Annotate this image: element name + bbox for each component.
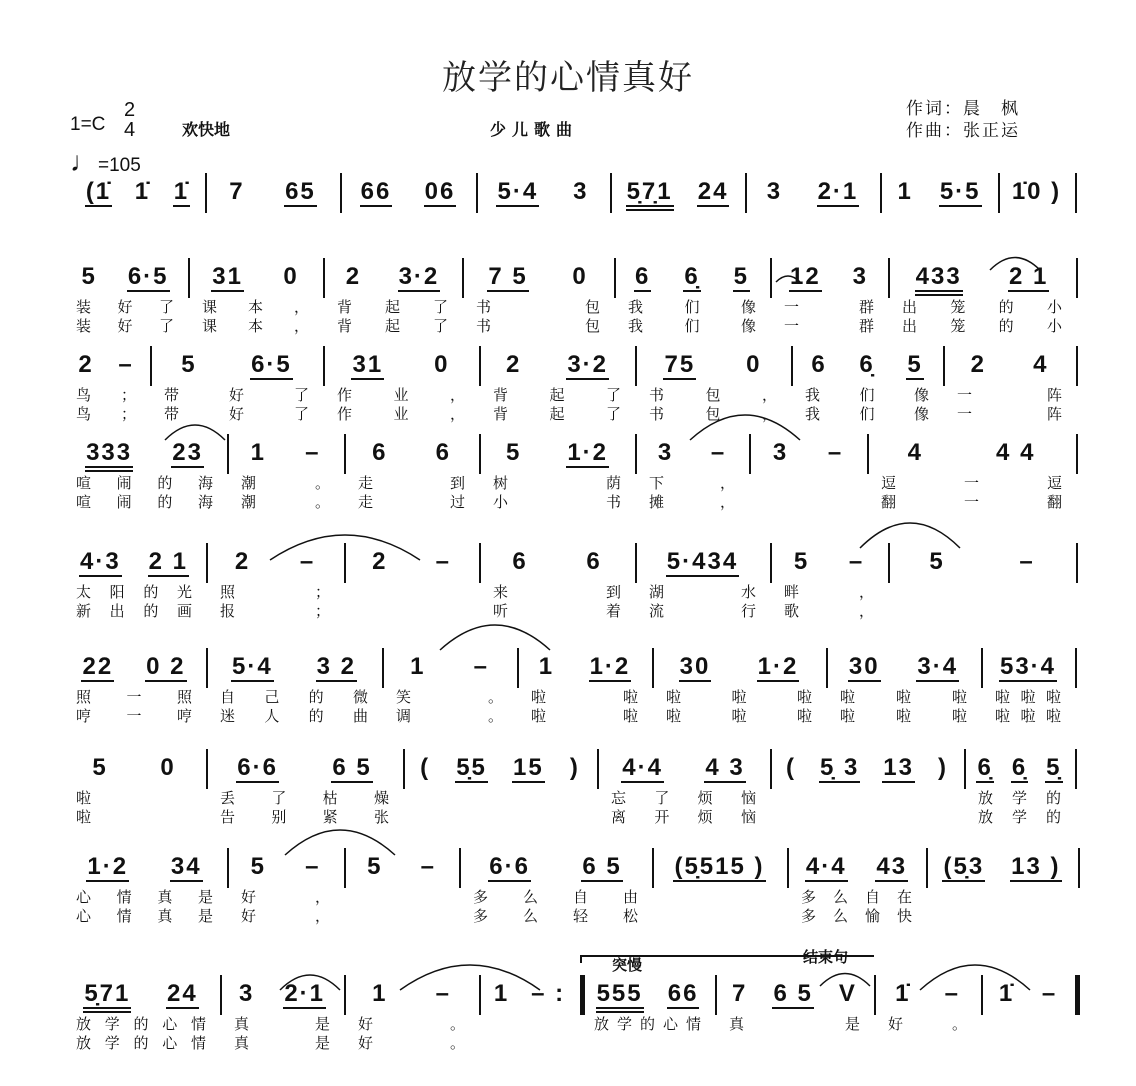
note-group: 1·2 [87, 853, 129, 880]
note-group: 6 [512, 548, 528, 575]
note-group: 6·5 [127, 263, 169, 290]
note-group: 5 [250, 853, 266, 880]
note-group: 5 [733, 263, 749, 290]
lyric-verse-1: 一群 [784, 298, 874, 316]
note-group: 23 [172, 439, 203, 466]
lyric-verse-1: 忘了烦恼 [611, 789, 756, 807]
annotation-slow: 突慢 [612, 956, 643, 974]
lyric-verse-2: 歌， [784, 602, 874, 620]
note-group: – [118, 351, 134, 378]
note-group: 2 [234, 548, 251, 575]
note-group: 6̣ [977, 754, 993, 781]
lyric-verse-1: 一阵 [957, 386, 1062, 404]
note-group: 1·2 [757, 653, 799, 680]
lyric-verse-1: 太阳的光 [76, 583, 192, 601]
note-group: 4 4 [996, 439, 1036, 466]
lyric-verse-2: 啦啦啦 [840, 707, 967, 725]
note-group: 1 [372, 980, 388, 1007]
slur [270, 535, 420, 560]
note-group: 1·2 [589, 653, 631, 680]
lyric-verse-1: 多么自在 [801, 888, 912, 906]
note-group: 0 [283, 263, 299, 290]
note-group: 1·2 [567, 439, 608, 466]
lyric-verse-1: 鸟； [76, 386, 136, 404]
note-group: 1̇ [134, 178, 151, 205]
lyric-verse-2: 听着 [493, 602, 621, 620]
note-group: 4·3 [79, 548, 121, 575]
note-group: – [710, 439, 727, 466]
note-group: 1 [493, 980, 510, 1007]
lyric-verse-1: 来到 [493, 583, 621, 601]
lyric-verse-1: 自己的微 [220, 688, 368, 706]
lyric-verse-2: 背起了 [493, 405, 621, 423]
note-group: – [435, 548, 451, 575]
lyric-verse-1: 我们像 [805, 386, 929, 404]
note-group: 3 [772, 439, 789, 466]
note-group: 5̣5 [456, 754, 487, 781]
note-group: – : [531, 980, 566, 1007]
note-group: 5̣7̣1 [626, 179, 674, 211]
lyric-verse-1: 放学的心情 [594, 1015, 701, 1033]
note-group: 6 [634, 263, 651, 290]
lyric-verse-1: 心情真是 [76, 888, 213, 906]
lyric-verse-2: 我们像 [805, 405, 929, 423]
lyric-verse-2: 喧闹的海 [76, 493, 213, 511]
lyric-verse-1: 放学的心情 [76, 1015, 206, 1033]
note-group: 75 [664, 351, 696, 378]
lyric-verse-1: 下， [649, 474, 735, 492]
lyric-verse-1: 书包， [649, 386, 777, 404]
lyric-verse-1: 啦 [76, 789, 92, 807]
tempo-value: =105 [98, 155, 141, 176]
note-group: 555 [596, 981, 644, 1013]
note-group: 66 [360, 178, 392, 205]
lyric-verse-2: 啦啦 [531, 707, 638, 725]
note-group: 15 [513, 754, 544, 781]
lyric-verse-1: 丢了枯燥 [220, 789, 389, 807]
time-signature-top: 2 [124, 99, 136, 121]
note-group: 2·1 [284, 980, 325, 1007]
composer: 作曲：张正运 [906, 121, 1020, 141]
note-group: – [827, 439, 844, 466]
note-group: 0 [746, 351, 762, 378]
genre-label: 少儿歌曲 [490, 120, 579, 139]
note-group: 24 [166, 980, 198, 1007]
lyric-verse-2: 离开烦恼 [611, 808, 756, 826]
lyric-verse-1: 啦啦啦 [840, 688, 967, 706]
note-group: 5·4 [231, 653, 273, 680]
note-group: 66 [667, 980, 699, 1007]
lyric-verse-1: 真是 [729, 1015, 860, 1033]
lyric-verse-1: 装好了 [76, 298, 174, 316]
lyric-verse-1: 放学的 [978, 789, 1061, 807]
note-group: 30 [848, 653, 880, 680]
note-group: 6 5 [582, 853, 622, 880]
lyric-verse-1: 啦啦啦 [995, 688, 1061, 706]
lyric-verse-2: 鸟； [76, 405, 136, 423]
lyric-verse-2: 摊， [649, 493, 735, 511]
note-group: 4 3 [705, 754, 745, 781]
lyric-verse-2: 翻一翻 [881, 493, 1062, 511]
lyric-verse-2: 多么轻松 [473, 907, 638, 925]
lyric-verse-2: 报； [220, 602, 330, 620]
key-signature: 1=C [70, 114, 106, 135]
lyric-verse-1: 喧闹的海 [76, 474, 213, 492]
lyric-verse-1: 照； [220, 583, 330, 601]
note-group: 3 2 [316, 653, 357, 680]
note-group: 3 [657, 439, 674, 466]
note-group: 5 [367, 853, 383, 880]
note-group: – [473, 653, 489, 680]
lyric-verse-1: 出笼的小 [902, 298, 1062, 316]
note-group: 53·4 [999, 653, 1057, 680]
note-group: 3 [766, 178, 783, 205]
note-group: (5̣515 ) [674, 853, 765, 880]
lyric-verse-1: 真是 [234, 1015, 330, 1033]
note-group: 2 1 [148, 548, 189, 575]
slur [400, 965, 540, 990]
note-group: 2 [345, 263, 362, 290]
lyric-verse-2: 出笼的小 [902, 317, 1062, 335]
lyric-verse-2: 好。 [358, 1034, 465, 1052]
note-group: 433 [915, 264, 963, 296]
lyric-verse-1: 好。 [358, 1015, 465, 1033]
lyric-verse-2: 潮。 [241, 493, 330, 511]
lyric-verse-2: 一阵 [957, 405, 1062, 423]
lyric-verse-2: 真是 [234, 1034, 330, 1052]
lyric-verse-1: 我们像 [628, 298, 756, 316]
lyric-verse-1: 树荫 [493, 474, 621, 492]
note-group: 5·5 [939, 178, 981, 205]
lyric-verse-2: 课本， [202, 317, 309, 335]
note-group: – [848, 548, 865, 575]
slur [280, 975, 340, 990]
note-group: 6 5 [332, 754, 372, 781]
lyric-verse-2: 小书 [493, 493, 621, 511]
note-group: 1̇ [998, 980, 1015, 1007]
lyric-verse-2: 心情真是 [76, 907, 213, 925]
note-group: – [299, 548, 316, 575]
lyric-verse-2: 一群 [784, 317, 874, 335]
note-group: 3·2 [398, 263, 440, 290]
note-group: 1 [897, 178, 913, 205]
lyric-verse-1: 笑。 [396, 688, 503, 706]
lyric-verse-2: 放学的心情 [76, 1034, 206, 1052]
note-group: 6·6 [489, 853, 530, 880]
lyric-verse-2: 书包， [649, 405, 777, 423]
note-group: 24 [697, 178, 729, 205]
note-group: 1̇ [895, 980, 911, 1007]
lyric-verse-1: 背起了 [493, 386, 621, 404]
note-group: 12 [789, 263, 821, 290]
lyric-verse-1: 湖水 [649, 583, 756, 601]
note-group: 4·4 [805, 853, 847, 880]
note-group: 1̇0 ) [1011, 178, 1062, 205]
note-group: ) [569, 754, 580, 781]
song-title: 放学的心情真好 [442, 58, 694, 98]
note-group: 5 [92, 754, 108, 781]
lyric-verse-1: 啦啦 [531, 688, 638, 706]
note-group: – [1019, 548, 1035, 575]
note-group: 3·2 [567, 351, 608, 378]
note-group: 5 [907, 351, 923, 378]
slur [820, 974, 870, 987]
lyric-verse-2: 走过 [358, 493, 465, 511]
slur [165, 425, 225, 440]
note-group: – [435, 980, 451, 1007]
lyric-verse-2: 放学的 [978, 808, 1061, 826]
note-group: 0 [160, 754, 176, 781]
lyric-verse-1: 好， [241, 888, 330, 906]
expression-marking: 欢快地 [182, 120, 231, 139]
note-group: 5̣71 [83, 981, 131, 1013]
annotation-ending: 结束句 [803, 948, 849, 966]
note-group: 6·6 [237, 754, 278, 781]
quarter-note-icon: ♩ [70, 146, 98, 177]
note-group: 65 [285, 178, 316, 205]
note-group: 6 [435, 439, 451, 466]
note-group: 1 [250, 439, 266, 466]
lyric-verse-1: 潮。 [241, 474, 330, 492]
note-group: 6 [372, 439, 388, 466]
note-group: 6̣ [684, 263, 700, 290]
lyric-verse-1: 多么自由 [473, 888, 638, 906]
note-group: 4 [1033, 351, 1049, 378]
lyric-verse-1: 带好了 [164, 386, 309, 404]
note-group: ( [420, 754, 431, 781]
note-group: 43 [876, 853, 908, 880]
slur [285, 830, 395, 855]
lyric-verse-1: 走到 [358, 474, 465, 492]
slur [990, 258, 1040, 271]
note-group: 13 ) [1011, 853, 1061, 880]
lyric-verse-1: 背起了 [337, 298, 448, 316]
note-group: – [305, 853, 321, 880]
note-group: 1 [538, 653, 555, 680]
lyric-verse-1: 作业， [337, 386, 465, 404]
note-group: – [420, 853, 436, 880]
note-group: 7 [732, 980, 748, 1007]
slur [920, 965, 1030, 990]
note-group: 6̣ [859, 351, 875, 378]
note-group: 333 [85, 440, 133, 472]
note-group: 2 [505, 351, 522, 378]
note-group: (1̇ [85, 178, 112, 205]
slur [690, 415, 800, 440]
lyric-verse-2: 迷人的曲 [220, 707, 368, 725]
lyric-verse-2: 哼一哼 [76, 707, 192, 725]
note-group: 3 [238, 980, 255, 1007]
note-group: 5 [929, 548, 945, 575]
note-group: 3 [573, 178, 589, 205]
note-group: 7 5 [488, 263, 528, 290]
slur [440, 625, 550, 650]
lyric-verse-2: 背起了 [337, 317, 448, 335]
lyric-verse-2: 多么愉快 [801, 907, 912, 925]
note-group: – [305, 439, 321, 466]
note-group: V [838, 980, 857, 1007]
note-group: 0 2 [146, 653, 186, 680]
lyric-verse-2: 好， [241, 907, 330, 925]
note-group: 6·5 [251, 351, 292, 378]
note-group: 2 [372, 548, 388, 575]
slur [860, 523, 960, 548]
note-group: 30 [679, 653, 711, 680]
note-group: 1 [410, 653, 426, 680]
lyric-verse-1: 书包 [476, 298, 600, 316]
lyric-verse-2: 啦啦啦 [995, 707, 1061, 725]
note-group: 2 [970, 351, 986, 378]
note-group: 2·1 [817, 178, 859, 205]
note-group: 1̇ [173, 178, 190, 205]
note-group: 5·4 [497, 178, 539, 205]
lyric-verse-2: 新出的画 [76, 602, 192, 620]
lyric-verse-1: 课本， [202, 298, 309, 316]
note-group: 34 [170, 853, 202, 880]
lyric-verse-1: 照一照 [76, 688, 192, 706]
note-group: (5̣3 [943, 853, 985, 880]
lyric-verse-2: 流行 [649, 602, 756, 620]
note-group: 6 [811, 351, 827, 378]
lyric-verse-2: 我们像 [628, 317, 756, 335]
note-group: 7 [229, 178, 245, 205]
slur [776, 276, 800, 282]
note-group: 6̣ [1011, 754, 1028, 781]
note-group: 2 [78, 351, 94, 378]
lyric-verse-2: 作业， [337, 405, 465, 423]
lyric-verse-1: 逗一逗 [881, 474, 1062, 492]
note-group: 5·434 [666, 548, 739, 575]
note-group: ( [785, 754, 796, 781]
time-signature-bottom: 4 [124, 119, 136, 141]
note-group: 5̣ [1046, 754, 1062, 781]
note-group: 5 [81, 263, 97, 290]
lyric-verse-2: 啦啦啦 [666, 707, 812, 725]
note-group: 6 [586, 548, 602, 575]
note-group: 06 [424, 178, 456, 205]
note-group: 4·4 [622, 754, 663, 781]
note-group: 31 [212, 263, 243, 290]
note-group: 31 [352, 351, 384, 378]
note-group: 3 [852, 263, 869, 290]
lyric-verse-2: 装好了 [76, 317, 174, 335]
lyric-verse-2: 告别紧张 [220, 808, 389, 826]
note-group: ) [937, 754, 948, 781]
note-group: 5 [181, 351, 197, 378]
lyric-verse-2: 啦 [76, 808, 92, 826]
note-group: 22 [82, 653, 114, 680]
note-group: – [944, 980, 960, 1007]
lyric-verse-1: 畔， [784, 583, 874, 601]
note-group: 5̣ 3 [819, 754, 860, 781]
note-group: 4 [907, 439, 923, 466]
note-group: 5 [505, 439, 522, 466]
lyric-verse-2: 调。 [396, 707, 503, 725]
note-group: 0 [434, 351, 450, 378]
lyric-verse-2: 书包 [476, 317, 600, 335]
lyricist: 作词：晨 枫 [906, 99, 1020, 119]
lyric-verse-1: 啦啦啦 [666, 688, 812, 706]
note-group: 5 [793, 548, 810, 575]
note-group: 2 1 [1008, 263, 1049, 290]
note-group: 6 5 [773, 980, 813, 1007]
lyric-verse-2: 带好了 [164, 405, 309, 423]
note-group: 0 [572, 263, 588, 290]
lyric-verse-1: 好。 [888, 1015, 967, 1033]
note-group: 3·4 [917, 653, 959, 680]
note-group: – [1041, 980, 1058, 1007]
note-group: 13 [883, 754, 914, 781]
